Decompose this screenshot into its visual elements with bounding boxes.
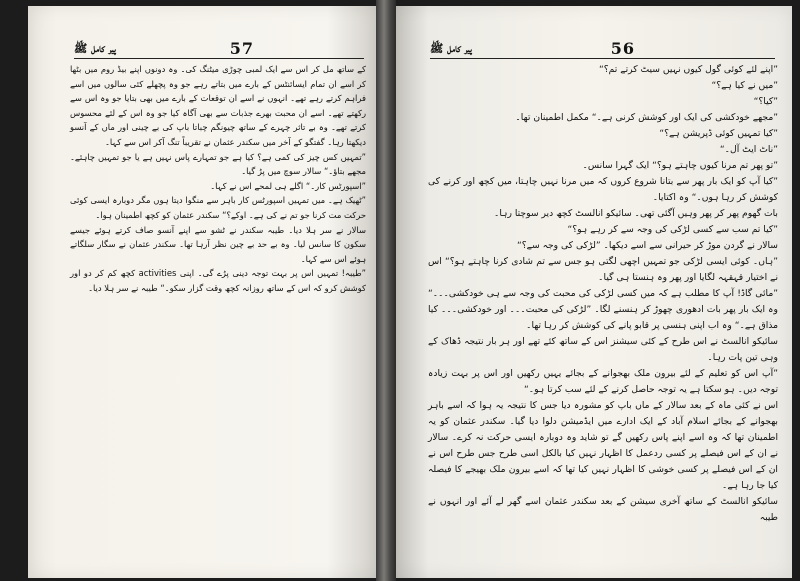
left-page-body xyxy=(70,62,366,296)
paragraph: ”کیا آپ کو ایک بار پھر سے بتانا شروع کروں کہ میں مرنا نہیں چاہتا، میں کچھ اور کرنے کی کوشش کر رہا ہوں۔“ وہ اکتایا۔ xyxy=(428,176,778,203)
paragraph: ”تو پھر تم مرنا کیوں چاہتے ہو؟“ ایک گہرا سانس۔ xyxy=(582,160,778,171)
paragraph: ”ہاں۔ کوئی ایسی لڑکی جو تمہیں اچھی لگتی ہو جس سے تم شادی کرنا چاہتے ہو؟“ اس نے اختیار قہقہہ لگایا اور پھر وہ ہنستا ہی گیا۔ xyxy=(428,256,778,283)
paragraph: کے ساتھ مل کر اس سے ایک لمبی چوڑی میٹنگ کی۔ وہ دونوں اپنے بیڈ روم میں بٹھا کر اسے ان تمام ایسائنٹس کے بارے میں بتاتے رہے جو وہ پچھلے کئی سالوں میں اسے فراہم کرتے رہے تھے۔ انہوں نے اسے ان توقعات کے بارے میں بھی بتایا جو وہ اس سے رکھتے تھے۔ اسے ان محبت بھرے جذبات سے بھی آگاہ کیا جو وہ اس کے لئے محسوس کرتے تھے۔ وہ بے تاثر چہرے کے ساتھ چیونگم چباتا باپ کی بے چینی اور ماں کے آنسو دیکھتا رہا۔ گفتگو کے آخر میں سکندر عثمان نے تقریباً تنگ آکر اس سے کہا۔ xyxy=(70,64,366,147)
paragraph: ”ٹھیک ہے۔ میں تمہیں اسپورٹس کار باہر سے منگوا دیتا ہوں مگر دوبارہ ایسی کوئی حرکت مت کرنا جو تم نے کی ہے۔ اوکے؟“ سکندر عثمان کو کچھ اطمینان ہوا۔ xyxy=(70,195,366,220)
paragraph: سائیکو انالسٹ کے ساتھ آخری سیشن کے بعد سکندر عثمان اسے گھر لے آئے اور انہوں نے طیبہ xyxy=(428,496,778,523)
paragraph: ”مائی گاڈ! آپ کا مطلب ہے کہ میں کسی لڑکی کی محبت کی وجہ سے ہی خودکشی۔۔۔“ وہ ایک بار پھر بات ادھوری چھوڑ کر ہنسنے لگا۔ ”لڑکی کی محبت۔۔۔ اور خودکشی۔۔۔ کیا مذاق ہے۔“ وہ اب اپنی ہنسی پر قابو پانے کی کوشش کر رہا تھا۔ xyxy=(428,288,778,331)
paragraph: ”میں نے کیا ہے؟“ xyxy=(711,80,778,91)
paragraph: ”آپ اس کو تعلیم کے لئے بیرون ملک بھجوانے کے بجائے یہیں رکھیں اور اس پر بہت زیادہ توجہ دیں۔ ہو سکتا ہے یہ توجہ حاصل کرنے کے لئے سب کرتا ہو۔“ xyxy=(428,368,778,395)
left-book-title: پیر کامل ﷺ xyxy=(74,42,116,55)
paragraph: بات گھوم پھر کر پھر وہیں آگئی تھی۔ سائیکو انالسٹ کچھ دیر سوچتا رہا۔ xyxy=(493,208,778,219)
book-spine-gutter xyxy=(376,0,396,581)
right-page-header xyxy=(430,36,775,59)
paragraph: ”مجھے خودکشی کی ایک اور کوشش کرنی ہے۔“ مکمل اطمینان تھا۔ xyxy=(515,112,778,123)
left-page-number: 57 xyxy=(229,39,254,58)
right-book-title: پیر کامل ﷺ xyxy=(430,42,472,55)
right-page-body xyxy=(428,62,778,526)
paragraph: سالار نے سر ہلا دیا۔ طیبہ سکندر نے ٹشو سے اپنے آنسو صاف کرتے ہوئے جیسے سکون کا سانس لیا۔ وہ بے حد بے چین نظر آرہا تھا۔ سکندر عثمان نے سگار سلگاتے ہوئے اس سے کہا۔ xyxy=(70,224,366,264)
paragraph: سالار نے گردن موڑ کر حیرانی سے اسے دیکھا۔ ”لڑکی کی وجہ سے؟“ xyxy=(516,240,778,251)
paragraph: ”طیبہ! تمہیں اس پر بہت توجہ دینی پڑے گی۔ اپنی activities کچھ کم کر دو اور کوشش کرو کہ اس کے ساتھ روزانہ کچھ وقت گزار سکو۔“ طیبہ نے سر ہلا دیا۔ xyxy=(70,268,367,293)
left-page-header xyxy=(74,36,364,59)
paragraph: ”کیا تمہیں کوئی ڈپریشن ہے؟“ xyxy=(659,128,778,139)
paragraph: اس نے کئی ماہ کے بعد سالار کے ماں باپ کو مشورہ دیا جس کا نتیجہ یہ ہوا کہ اسے باہر بھجوانے کے بجائے اسلام آباد کے ایک ادارے میں ایڈمیشن دلوا دیا گیا۔ سکندر عثمان کو یہ اطمینان تھا کہ وہ اسے اپنے پاس رکھیں گے تو شاید وہ دوبارہ ایسی حرکت نہ کرے۔ سالار نے ان کے اس فیصلے پر کسی ردعمل کا اظہار نہیں کیا بالکل اسی طرح جس طرح اس نے ان کے اس فیصلے پر کسی خوشی کا اظہار نہیں کیا تھا کہ اسے بیرون ملک بھیجے کا فیصلہ کیا جا رہا ہے۔ xyxy=(428,400,778,491)
paragraph: سائیکو انالسٹ نے اس طرح کے کئی سیشنز اس کے ساتھ کئے تھے اور ہر بار نتیجہ ڈھاک کے وہی تین پات رہا۔ xyxy=(428,336,778,363)
paragraph: ”کیا؟“ xyxy=(753,96,778,107)
paragraph: ”کیا تم سب سے کسی لڑکی کی وجہ سے کر رہے ہو؟“ xyxy=(567,224,778,235)
paragraph: ”اپنے لئے کوئی گول کیوں نہیں سیٹ کرتے تم؟“ xyxy=(598,64,778,75)
paragraph: ”تمہیں کس چیز کی کمی ہے؟ کیا ہے جو تمہارے پاس نہیں ہے یا جو تمہیں چاہئے۔ مجھے بتاؤ۔“ سالار سوچ میں پڑ گیا۔ xyxy=(70,151,366,177)
paragraph: ”اسپورٹس کار۔“ اگلے ہی لمحے اس نے کہا۔ xyxy=(210,180,366,191)
right-page-number: 56 xyxy=(610,39,635,58)
paragraph: ”ناٹ ایٹ آل۔“ xyxy=(719,144,778,155)
